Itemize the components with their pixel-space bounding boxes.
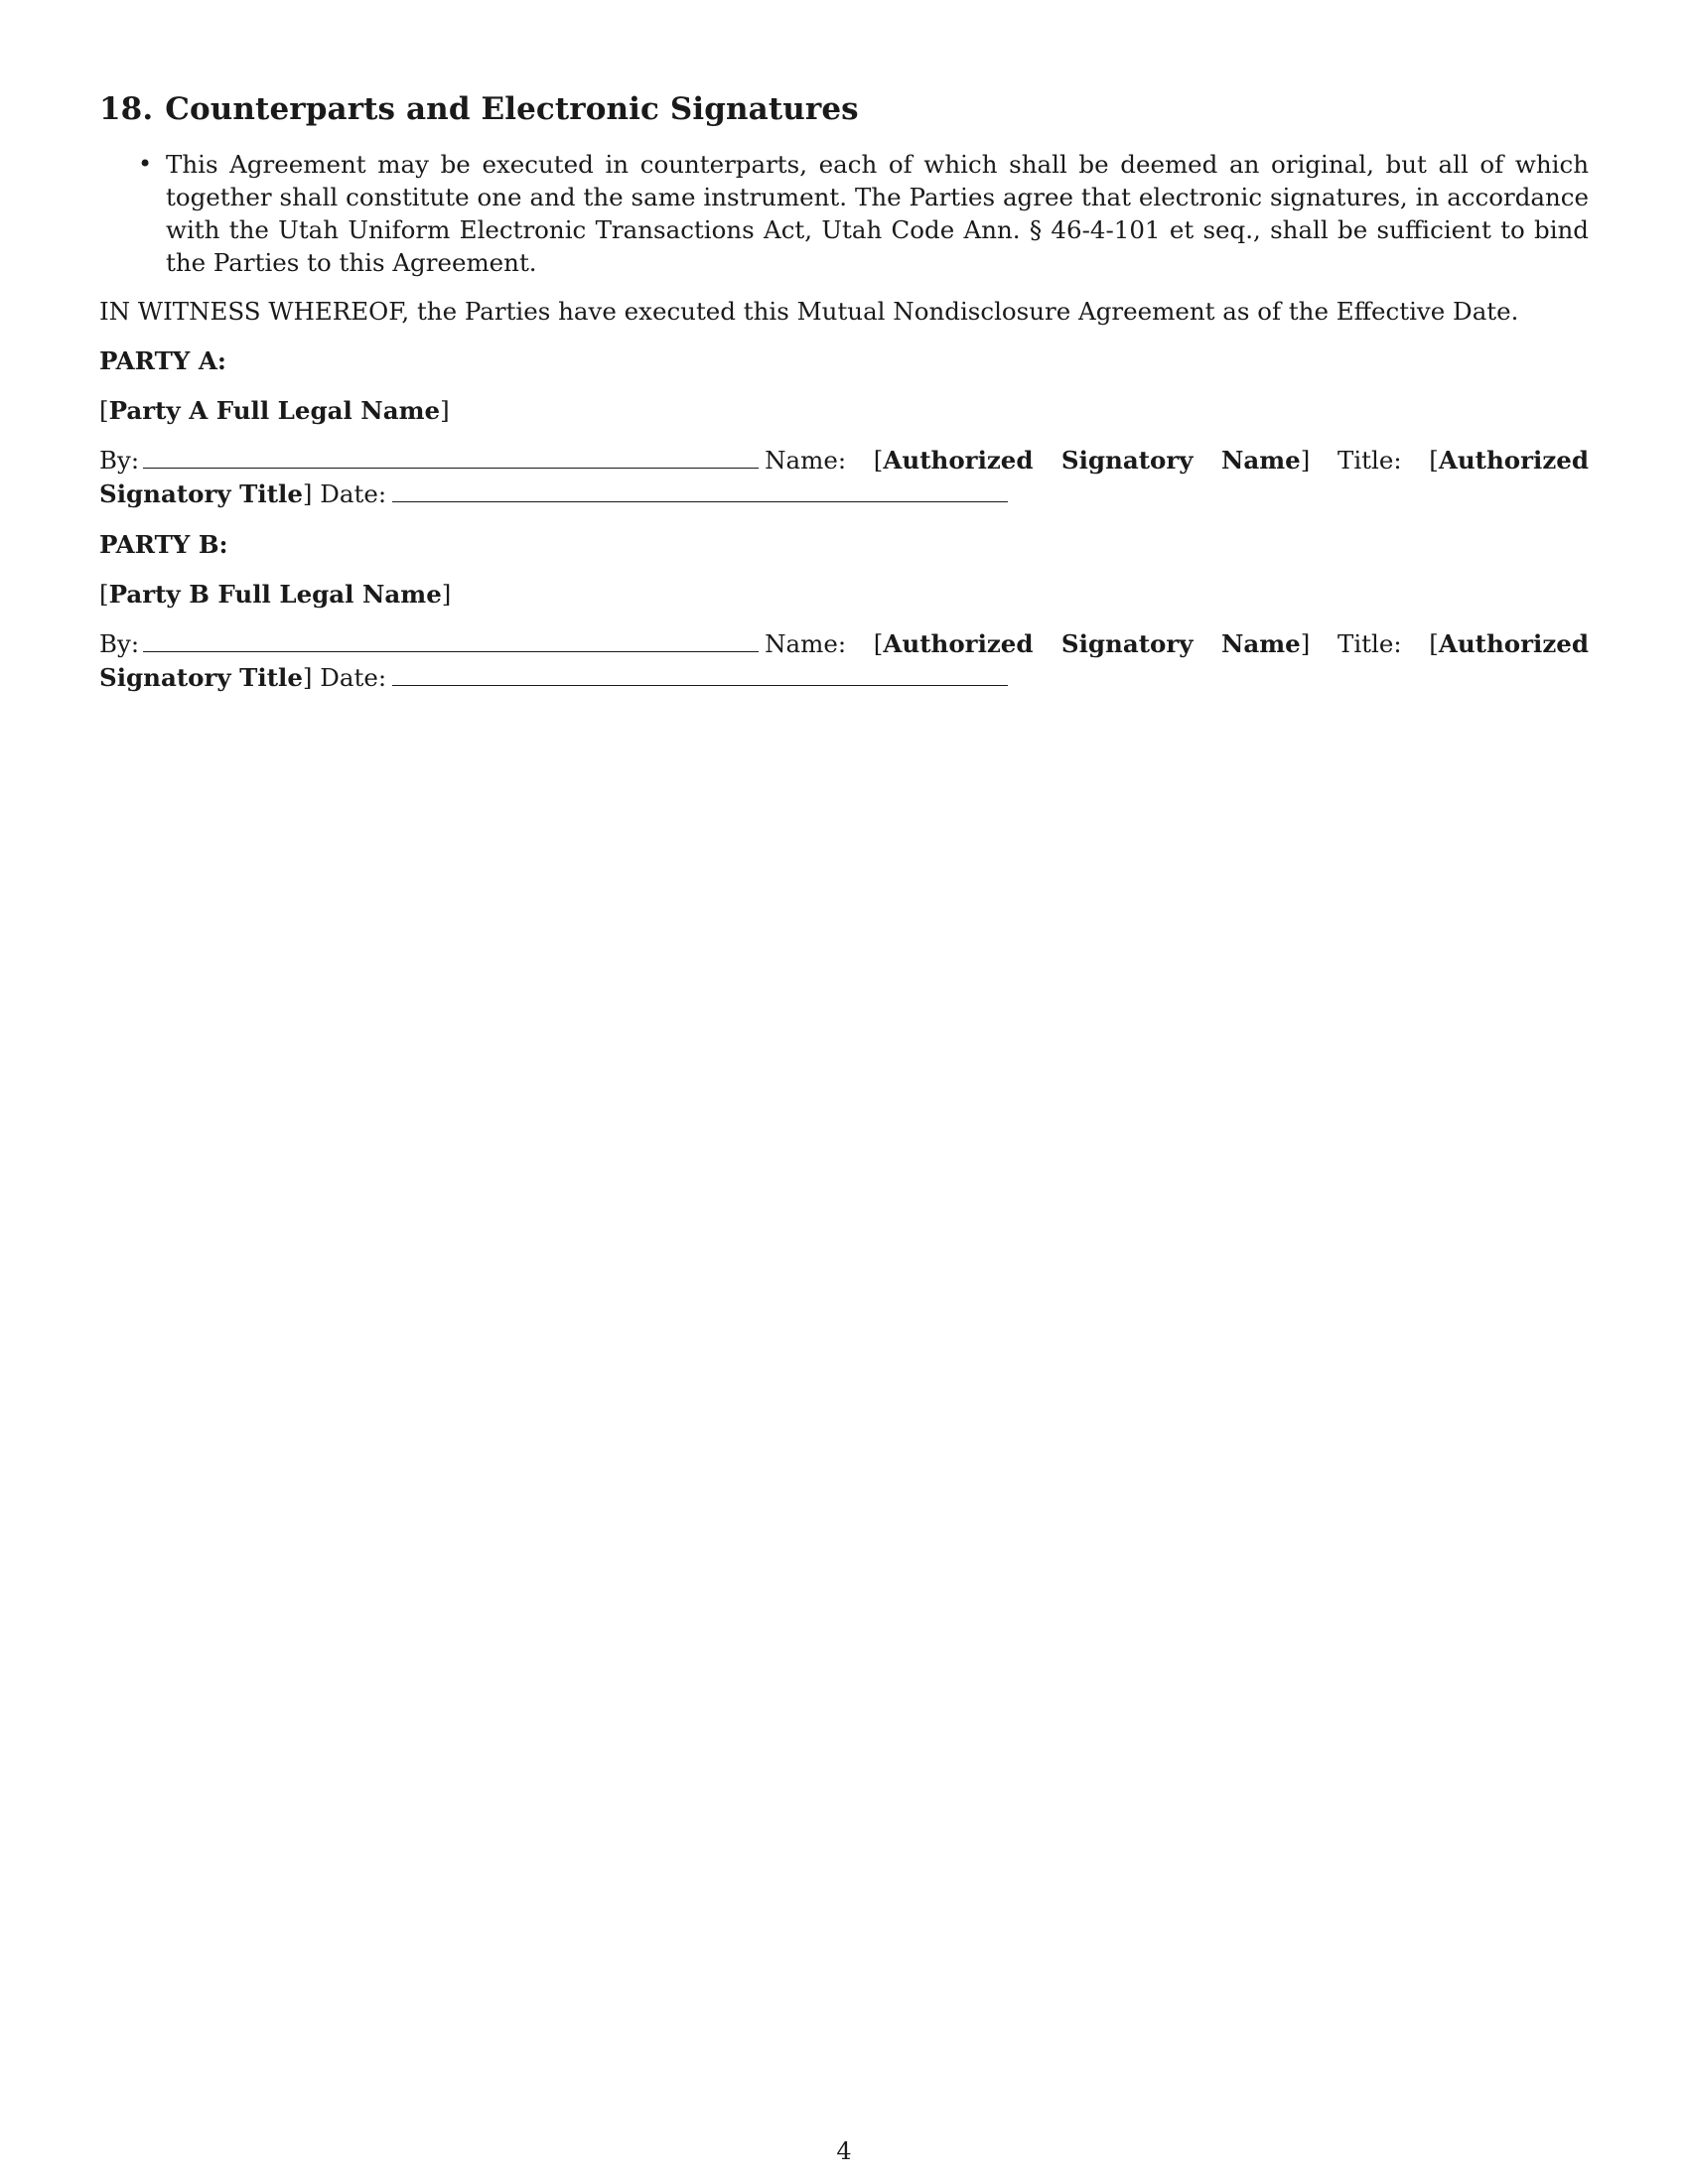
signatory-name: Authorized Signatory Name xyxy=(883,446,1301,476)
witness-paragraph: IN WITNESS WHEREOF, the Parties have executed this Mutual Nondisclosure Agreement as of the Effective Date. xyxy=(99,297,1519,327)
party-a-signature-block: By: Name: [Authorized Signatory Name] Title: [Authorized Signatory Title] Date: xyxy=(99,446,1589,509)
signature-line[interactable] xyxy=(143,629,759,652)
party-b-name-text: Party B Full Legal Name xyxy=(108,580,442,610)
date-line[interactable] xyxy=(392,479,1008,502)
bullet-text: This Agreement may be executed in counterparts, each of which shall be deemed an original, but all of which together shall constitute one and the same instrument. The Parties agree that electronic signatures, in accordance with the Utah Uniform Electronic Transactions Act, Utah Code Ann. § 46-4-101 et seq., shall be sufficient to bind the Parties to this Agreement. xyxy=(166,150,1589,278)
section-title: Counterparts and Electronic Signatures xyxy=(165,91,859,127)
date-label: Date: xyxy=(320,479,387,509)
section-heading xyxy=(99,91,1589,128)
party-a-label: PARTY A: xyxy=(99,346,226,376)
page-number: 4 xyxy=(836,2137,852,2165)
party-b-signature-block: By: Name: [Authorized Signatory Name] Title: [Authorized Signatory Title] Date: xyxy=(99,629,1589,693)
bracket-close: ] xyxy=(441,580,452,610)
by-label: By: xyxy=(99,629,140,659)
name-label: Name: xyxy=(765,446,847,476)
document-page xyxy=(99,91,1589,695)
name-label: Name: xyxy=(765,629,847,659)
list-item xyxy=(138,148,1589,279)
party-a-name-text: Party A Full Legal Name xyxy=(108,396,441,426)
party-b-label: PARTY B: xyxy=(99,530,228,560)
bracket-close: ] xyxy=(440,396,450,426)
section-number: 18. xyxy=(99,91,154,127)
date-line[interactable] xyxy=(392,663,1008,686)
bullet-list xyxy=(99,148,1589,279)
signature-line[interactable] xyxy=(143,446,759,469)
date-label: Date: xyxy=(320,663,387,693)
party-a-name xyxy=(99,394,1589,427)
signatory-title: Authorized Signatory Title xyxy=(99,629,1589,693)
signatory-title: Authorized Signatory Title xyxy=(99,446,1589,509)
by-label: By: xyxy=(99,446,140,476)
bullet-icon: • xyxy=(138,150,153,179)
bracket-open: [ xyxy=(99,580,109,610)
title-label: Title: xyxy=(1336,446,1402,476)
bracket-open: [ xyxy=(99,396,109,426)
title-label: Title: xyxy=(1336,629,1402,659)
signatory-name: Authorized Signatory Name xyxy=(883,629,1301,659)
party-b-name xyxy=(99,578,1589,611)
